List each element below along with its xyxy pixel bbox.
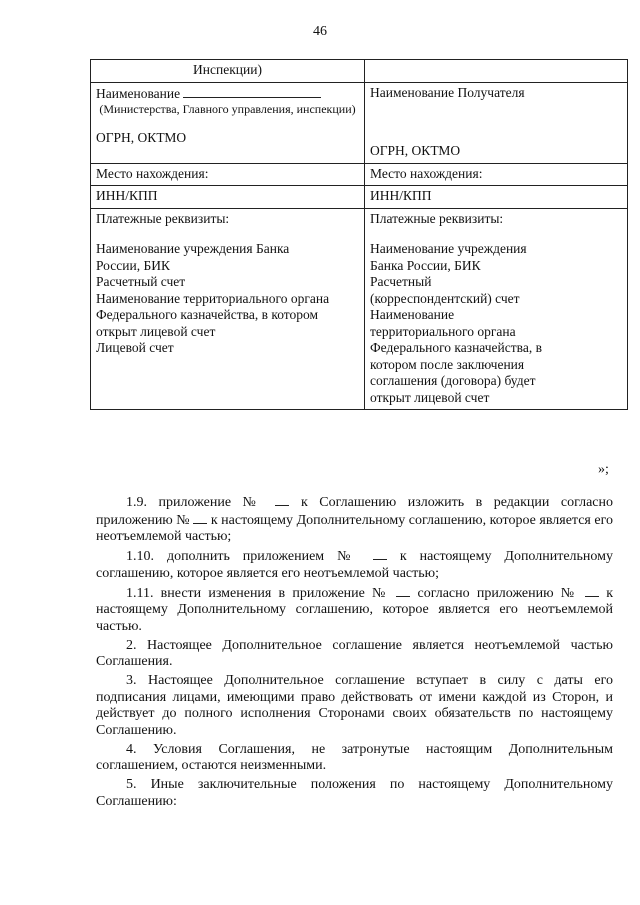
right-payment-heading: Платежные реквизиты: xyxy=(370,210,504,226)
right-name-label: Наименование Получателя xyxy=(370,84,525,100)
paragraph-4: 4. Условия Соглашения, не затронутые настоящим Дополнительным соглашением, остаются неизменными. xyxy=(96,741,613,773)
table-row xyxy=(91,186,628,209)
right-empty-cell xyxy=(365,60,628,83)
right-inn-cell: ИНН/КПП xyxy=(365,186,628,209)
paragraph-3: 3. Настоящее Дополнительное соглашение вступает в силу с даты его подписания лицами, имеющими право действовать от имени каждой из Сторон, и действует до полного исполнения Сторонами своих обязательств по настоящему Соглашению. xyxy=(96,673,613,738)
requisites-table xyxy=(90,59,628,410)
paragraph-1-9: 1.9. приложение № к Соглашению изложить в редакции согласно приложению № к настоящему Дополнительному соглашению, которое является его неотъемлемой частью; xyxy=(96,495,614,544)
right-payment-cell xyxy=(365,208,628,410)
name-blank-line xyxy=(183,85,321,98)
paragraph-1-10: 1.10. дополнить приложением № к настоящему Дополнительному соглашению, которое является его неотъемлемой частью; xyxy=(96,549,614,581)
right-name-cell xyxy=(365,82,628,163)
paragraph-1-11: 1.11. внести изменения в приложение № согласно приложению № к настоящему Дополнительному соглашению, которое является его неотъемлемой частью. xyxy=(96,585,614,634)
left-payment-heading: Платежные реквизиты: xyxy=(96,210,230,226)
left-location-cell: Место нахождения: xyxy=(91,163,365,186)
left-inspection-cell: Инспекции) xyxy=(91,60,365,83)
table-row xyxy=(91,60,628,83)
table-row xyxy=(91,82,628,163)
left-inn-cell: ИНН/КПП xyxy=(91,186,365,209)
right-ogrn-label: ОГРН, ОКТМО xyxy=(370,143,461,158)
page-number: 46 xyxy=(313,24,327,39)
right-payment-details: Наименование учреждения Банка России, БИК Расчетный (корреспондентский) счет Наименование территориального органа Федерального казначейства, в котором после заключения соглашения (договора) будет открыт лицевой счет xyxy=(370,241,542,405)
left-payment-cell xyxy=(91,208,365,410)
closing-quote: »; xyxy=(598,462,609,477)
left-ogrn-label: ОГРН, ОКТМО xyxy=(96,130,187,145)
paragraph-2: 2. Настоящее Дополнительное соглашение является неотъемлемой частью Соглашения. xyxy=(96,637,613,669)
table-row xyxy=(91,163,628,186)
right-location-cell: Место нахождения: xyxy=(365,163,628,186)
left-name-note: (Министерства, Главного управления, инспекции) xyxy=(99,102,356,116)
left-name-cell xyxy=(91,82,365,163)
paragraph-5: 5. Иные заключительные положения по настоящему Дополнительному Соглашению: xyxy=(96,777,613,809)
table-row xyxy=(91,208,628,410)
left-payment-details: Наименование учреждения Банка России, БИК Расчетный счет Наименование территориального органа Федерального казначейства, в котором открыт лицевой счет Лицевой счет xyxy=(96,241,330,355)
document-body xyxy=(96,494,613,813)
left-name-label: Наименование xyxy=(96,85,181,101)
